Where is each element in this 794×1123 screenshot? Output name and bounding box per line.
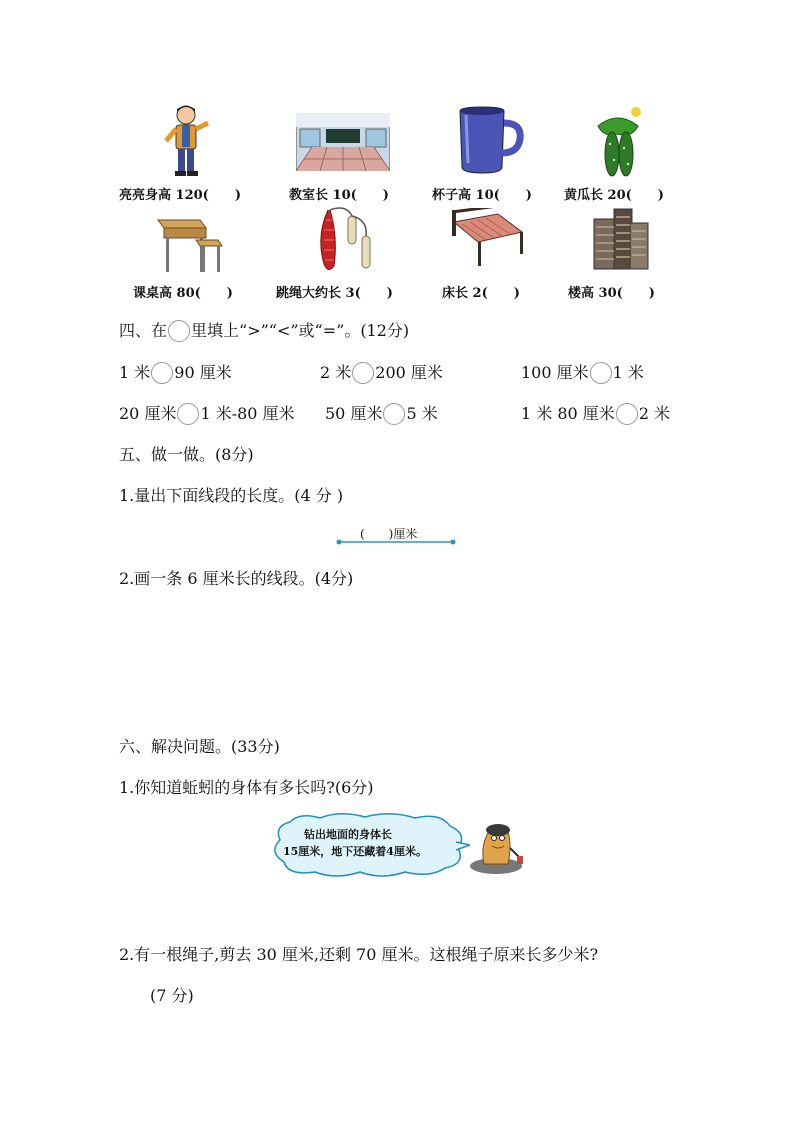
segment-answer-label: ( )厘米 — [360, 527, 418, 541]
jump-rope-icon — [312, 206, 376, 276]
answer-circle[interactable] — [590, 362, 612, 384]
bubble-line-2: 15厘米，地下还藏着4厘米。 — [283, 845, 427, 858]
caption-bed: 床长 2( ) — [442, 286, 520, 301]
answer-circle[interactable] — [177, 403, 199, 425]
bubble-line-1: 钻出地面的身体长 — [304, 828, 392, 841]
caption-height: 亮亮身高 120( ) — [119, 188, 241, 203]
answer-circle[interactable] — [383, 403, 405, 425]
section6-q2-points: (7 分) — [150, 986, 194, 1005]
answer-circle[interactable] — [616, 403, 638, 425]
caption-building: 楼高 30( ) — [568, 286, 655, 301]
section5-title: 五、做一做。(8分) — [119, 445, 254, 464]
compare-item: 50 厘米 5 米 — [325, 404, 438, 423]
compare-item: 100 厘米 1 米 — [521, 363, 644, 382]
boy-icon — [158, 103, 218, 179]
earthworm-icon — [468, 818, 526, 876]
section6-q2: 2.有一根绳子,剪去 30 厘米,还剩 70 厘米。这根绳子原来长多少米? — [119, 945, 599, 964]
answer-circle[interactable] — [352, 362, 374, 384]
caption-cup: 杯子高 10( ) — [432, 188, 532, 203]
building-icon — [590, 207, 652, 271]
caption-desk: 课桌高 80( ) — [133, 286, 233, 301]
section5-q2: 2.画一条 6 厘米长的线段。(4分) — [119, 569, 354, 588]
compare-item: 20 厘米 1 米-80 厘米 — [119, 404, 295, 423]
answer-circle[interactable] — [151, 362, 173, 384]
measure-segment — [336, 538, 456, 546]
compare-item: 1 米 80 厘米 2 米 — [521, 404, 671, 423]
bed-icon — [448, 208, 528, 270]
compare-item: 1 米 90 厘米 — [119, 363, 232, 382]
section5-q1: 1.量出下面线段的长度。(4 分 ) — [119, 486, 344, 505]
section4-title: 四、在 里填上“>”“<”或“=”。(12分) — [119, 321, 410, 340]
compare-circle-icon — [168, 320, 190, 342]
caption-cucumber: 黄瓜长 20( ) — [564, 188, 664, 203]
desk-icon — [156, 210, 224, 274]
cup-icon — [452, 105, 524, 175]
section6-q1: 1.你知道蚯蚓的身体有多长吗?(6分) — [119, 778, 374, 797]
caption-classroom: 教室长 10( ) — [289, 188, 389, 203]
cucumber-icon — [588, 104, 650, 178]
caption-jump-rope: 跳绳大约长 3( ) — [276, 286, 393, 301]
compare-item: 2 米 200 厘米 — [320, 363, 443, 382]
classroom-icon — [296, 113, 390, 171]
section6-title: 六、解决问题。(33分) — [119, 737, 280, 756]
